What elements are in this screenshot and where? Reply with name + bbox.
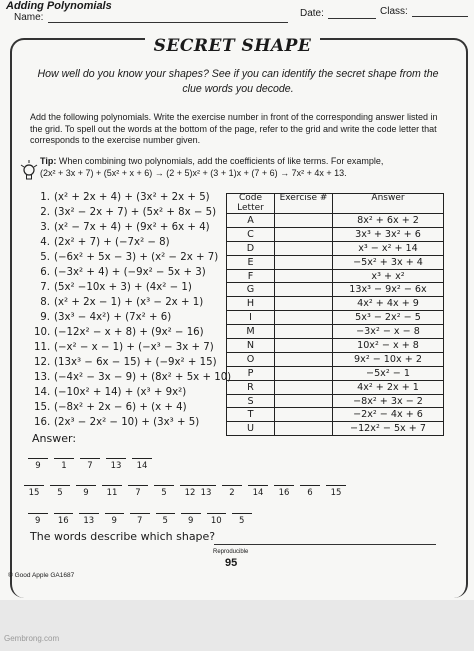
tip-label: Tip:	[40, 156, 57, 166]
answer-label: Answer:	[32, 432, 77, 445]
problem-expression: (2x³ − 2x² − 10) + (3x³ + 5)	[54, 417, 200, 428]
answer-blank[interactable]	[130, 513, 150, 514]
tip-block	[40, 156, 460, 179]
exercise-number-blank[interactable]	[275, 283, 333, 297]
exercise-number-blank[interactable]	[275, 408, 333, 422]
answer-blank[interactable]	[80, 458, 100, 459]
answer-blank-number: 13	[83, 516, 95, 526]
answer-blank-number: 13	[110, 461, 122, 471]
answer-cell: 4x² + 2x + 1	[333, 380, 444, 394]
exercise-number-blank[interactable]	[275, 255, 333, 269]
answer-cell: 5x³ − 2x² − 5	[333, 311, 444, 325]
answer-cell: 9x² − 10x + 2	[333, 352, 444, 366]
code-letter: P	[227, 366, 275, 380]
answer-blank[interactable]	[196, 485, 216, 486]
problem-number: 14.	[34, 387, 51, 398]
exercise-number-blank[interactable]	[275, 394, 333, 408]
exercise-number-blank[interactable]	[275, 325, 333, 339]
code-grid-row	[227, 380, 444, 394]
answer-blank-number: 14	[136, 461, 148, 471]
code-letter-header: Code Letter	[227, 194, 275, 214]
name-line	[48, 22, 288, 23]
problem-number: 4.	[40, 237, 50, 248]
problem-number: 6.	[40, 267, 50, 278]
problem-expression: (−4x² − 3x − 9) + (8x² + 5x + 10)	[54, 372, 232, 383]
answer-blank[interactable]	[128, 485, 148, 486]
problem-number: 5.	[40, 252, 50, 263]
code-letter: H	[227, 297, 275, 311]
problem-item	[34, 327, 204, 338]
answer-blank[interactable]	[154, 485, 174, 486]
problem-expression: (x² + 2x + 4) + (3x² + 2x + 5)	[54, 192, 210, 203]
exercise-number-blank[interactable]	[275, 297, 333, 311]
problem-expression: (x² − 7x + 4) + (9x² + 6x + 4)	[54, 222, 210, 233]
problem-expression: (x² + 2x − 1) + (x³ − 2x + 1)	[54, 297, 204, 308]
code-grid-row	[227, 366, 444, 380]
reproducible-label: Reproducible	[213, 549, 249, 555]
code-grid-row	[227, 394, 444, 408]
problem-item	[34, 297, 203, 308]
answer-cell: 8x² + 6x + 2	[333, 214, 444, 228]
answer-blank[interactable]	[106, 458, 126, 459]
answer-blank[interactable]	[24, 485, 44, 486]
answer-blank[interactable]	[102, 485, 122, 486]
answer-blank-number: 7	[137, 516, 143, 526]
code-letter: R	[227, 380, 275, 394]
problem-item	[34, 282, 192, 293]
exercise-number-blank[interactable]	[275, 311, 333, 325]
answer-cell: −2x² − 4x + 6	[333, 408, 444, 422]
answer-blank-number: 6	[307, 488, 313, 498]
answer-blank[interactable]	[28, 513, 48, 514]
exercise-number-blank[interactable]	[275, 422, 333, 436]
answer-blank-number: 9	[35, 516, 41, 526]
exercise-number-header: Exercise #	[275, 194, 333, 214]
answer-blank-number: 10	[210, 516, 222, 526]
code-letter: C	[227, 227, 275, 241]
answer-cell: 3x³ + 3x² + 6	[333, 227, 444, 241]
answer-blank[interactable]	[132, 458, 152, 459]
answer-blank-number: 9	[83, 488, 89, 498]
code-letter: E	[227, 255, 275, 269]
problem-item	[34, 237, 170, 248]
code-letter: N	[227, 339, 275, 353]
date-line	[328, 18, 376, 19]
problem-expression: (5x² −10x + 3) + (4x² − 1)	[54, 282, 192, 293]
name-label: Name:	[14, 12, 44, 23]
title-banner	[145, 34, 320, 58]
exercise-number-blank[interactable]	[275, 214, 333, 228]
code-grid-row	[227, 352, 444, 366]
final-answer-line	[214, 544, 436, 545]
answer-blank-number: 16	[278, 488, 290, 498]
answer-blank-number: 11	[106, 488, 118, 498]
answer-blank[interactable]	[274, 485, 294, 486]
problem-number: 16.	[34, 417, 51, 428]
code-grid-row	[227, 339, 444, 353]
code-grid-row	[227, 283, 444, 297]
answer-blank-number: 9	[35, 461, 41, 471]
answer-blank-number: 5	[161, 488, 167, 498]
problem-expression: (13x³ − 6x − 15) + (−9x² + 15)	[54, 357, 217, 368]
class-line	[412, 16, 468, 17]
problem-number: 9.	[40, 312, 50, 323]
problem-item	[34, 192, 210, 203]
answer-blank[interactable]	[54, 513, 74, 514]
problem-expression: (2x² + 7) + (−7x² − 8)	[54, 237, 170, 248]
problem-expression: (−12x² − x + 8) + (9x² − 16)	[54, 327, 204, 338]
answer-cell: 4x² + 4x + 9	[333, 297, 444, 311]
exercise-number-blank[interactable]	[275, 339, 333, 353]
answer-blank-number: 16	[57, 516, 69, 526]
answer-blank-number: 7	[135, 488, 141, 498]
problem-item	[34, 312, 171, 323]
intro-text: How well do you know your shapes? See if you can identify the secret shape from the clue words you decode.	[37, 68, 439, 95]
problem-number: 13.	[34, 372, 51, 383]
answer-blank-number: 15	[330, 488, 342, 498]
problem-number: 10.	[34, 327, 51, 338]
code-grid-row	[227, 408, 444, 422]
answer-blank[interactable]	[248, 485, 268, 486]
code-grid-row	[227, 269, 444, 283]
problem-item	[34, 402, 187, 413]
answer-cell: −5x² − 1	[333, 366, 444, 380]
answer-cell: −8x² + 3x − 2	[333, 394, 444, 408]
answer-blank[interactable]	[326, 485, 346, 486]
code-grid-row	[227, 255, 444, 269]
answer-blank[interactable]	[222, 485, 242, 486]
problem-item	[34, 417, 199, 428]
page-title: SECRET SHAPE	[153, 36, 312, 56]
problem-number: 15.	[34, 402, 51, 413]
answer-cell: 13x³ − 9x² − 6x	[333, 283, 444, 297]
answer-blank-number: 2	[229, 488, 235, 498]
scan-margin	[0, 600, 474, 651]
exercise-number-blank[interactable]	[275, 380, 333, 394]
worksheet-topic: Adding Polynomials	[6, 0, 112, 12]
code-letter: U	[227, 422, 275, 436]
copyright: © Good Apple GA1687	[8, 572, 75, 579]
exercise-number-blank[interactable]	[275, 227, 333, 241]
problem-expression: (−x² − x − 1) + (−x³ − 3x + 7)	[54, 342, 214, 353]
exercise-number-blank[interactable]	[275, 352, 333, 366]
answer-blank-number: 5	[57, 488, 63, 498]
answer-cell: −3x² − x − 8	[333, 325, 444, 339]
answer-cell: −12x² − 5x + 7	[333, 422, 444, 436]
answer-blank-number: 13	[200, 488, 212, 498]
answer-blank[interactable]	[28, 458, 48, 459]
problem-item	[34, 207, 216, 218]
code-letter: D	[227, 241, 275, 255]
answer-blank-number: 12	[184, 488, 196, 498]
answer-blank[interactable]	[50, 485, 70, 486]
problem-expression: (−8x² + 2x − 6) + (x + 4)	[54, 402, 187, 413]
lightbulb-icon	[20, 160, 38, 182]
watermark: Gembrong.com	[4, 634, 60, 643]
code-grid-row	[227, 214, 444, 228]
problem-expression: (3x² − 2x + 7) + (5x² + 8x − 5)	[54, 207, 217, 218]
answer-blank-number: 5	[162, 516, 168, 526]
answer-blank-number: 1	[61, 461, 67, 471]
tip-example: (2x² + 3x + 7) + (5x² + x + 6) → (2 + 5)x² + (3 + 1)x + (7 + 6) → 7x² + 4x + 13.	[40, 167, 347, 178]
answer-blank[interactable]	[54, 458, 74, 459]
answer-blank[interactable]	[232, 513, 252, 514]
problem-number: 7.	[40, 282, 50, 293]
problem-number: 2.	[40, 207, 50, 218]
answer-cell: x³ + x²	[333, 269, 444, 283]
problem-item	[34, 222, 210, 233]
code-letter: F	[227, 269, 275, 283]
code-letter: A	[227, 214, 275, 228]
page-number: 95	[225, 557, 238, 569]
code-grid	[226, 193, 444, 436]
code-grid-row	[227, 325, 444, 339]
code-letter: I	[227, 311, 275, 325]
problem-number: 8.	[40, 297, 50, 308]
answer-cell: 10x² − x + 8	[333, 339, 444, 353]
date-label: Date:	[300, 8, 324, 19]
code-grid-row	[227, 422, 444, 436]
problem-number: 1.	[40, 192, 50, 203]
answer-blank-number: 14	[252, 488, 264, 498]
answer-blank-number: 15	[28, 488, 40, 498]
problem-item	[34, 342, 214, 353]
code-grid-header	[227, 194, 444, 214]
problem-item	[34, 357, 217, 368]
exercise-number-blank[interactable]	[275, 366, 333, 380]
code-grid-row	[227, 241, 444, 255]
problem-number: 12.	[34, 357, 51, 368]
answer-blank[interactable]	[79, 513, 99, 514]
answer-blank[interactable]	[207, 513, 227, 514]
problem-expression: (−3x² + 4) + (−9x² − 5x + 3)	[54, 267, 206, 278]
answer-blank-number: 9	[188, 516, 194, 526]
problem-item	[34, 267, 206, 278]
code-grid-row	[227, 227, 444, 241]
answer-blank-number: 5	[239, 516, 245, 526]
answer-blank-number: 9	[111, 516, 117, 526]
problem-expression: (−10x² + 14) + (x³ + 9x²)	[54, 387, 187, 398]
answer-blank[interactable]	[76, 485, 96, 486]
exercise-number-blank[interactable]	[275, 269, 333, 283]
answer-blank[interactable]	[105, 513, 125, 514]
code-letter: O	[227, 352, 275, 366]
code-letter: T	[227, 408, 275, 422]
problem-item	[34, 372, 231, 383]
code-letter: M	[227, 325, 275, 339]
tip-text: When combining two polynomials, add the coefficients of like terms. For example,	[58, 156, 384, 166]
problem-number: 3.	[40, 222, 50, 233]
code-grid-row	[227, 297, 444, 311]
answer-header: Answer	[333, 194, 444, 214]
instructions-text: Add the following polynomials. Write the exercise number in front of the corresponding answer listed in the grid. To spell out the words at the bottom of the page, refer to the grid and write the code letter that corresponds to the exercise number given.	[30, 112, 438, 145]
answer-blank[interactable]	[300, 485, 320, 486]
answer-blank[interactable]	[181, 513, 201, 514]
problem-expression: (3x³ − 4x²) + (7x² + 6)	[54, 312, 172, 323]
answer-cell: x³ − x² + 14	[333, 241, 444, 255]
answer-blank[interactable]	[156, 513, 176, 514]
answer-blank-number: 7	[87, 461, 93, 471]
code-grid-row	[227, 311, 444, 325]
problem-item	[34, 387, 186, 398]
problem-item	[34, 252, 218, 263]
answer-cell: −5x² + 3x + 4	[333, 255, 444, 269]
problem-expression: (−6x² + 5x − 3) + (x² − 2x + 7)	[54, 252, 219, 263]
code-letter: S	[227, 394, 275, 408]
final-question: The words describe which shape?	[30, 530, 216, 543]
exercise-number-blank[interactable]	[275, 241, 333, 255]
class-label: Class:	[380, 6, 408, 17]
code-letter: G	[227, 283, 275, 297]
problem-number: 11.	[34, 342, 51, 353]
